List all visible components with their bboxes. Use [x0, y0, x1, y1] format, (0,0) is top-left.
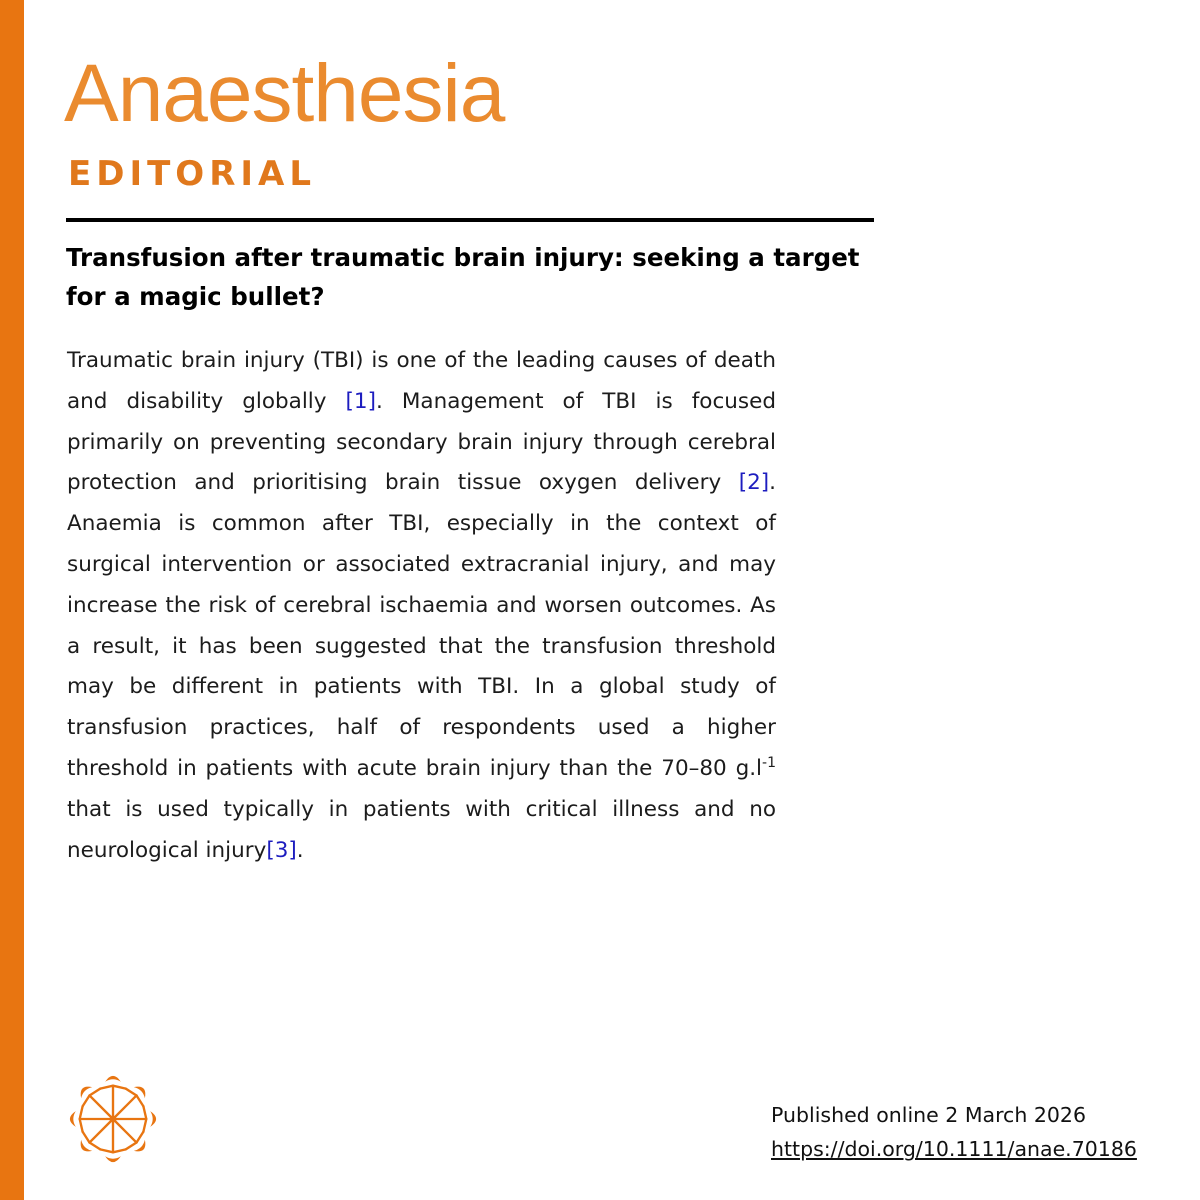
reference-link-3[interactable]: [3]: [266, 837, 297, 863]
title-divider: [66, 218, 874, 222]
abstract-text-2: . Management of TBI is focused primarily on preventing secondary brain injury through cerebral protection and prioritising brain tissue oxygen delivery: [67, 388, 776, 496]
sunburst-logo-icon: [64, 1070, 162, 1168]
journal-title: Anaesthesia: [64, 48, 505, 139]
unit-superscript: -1: [762, 754, 776, 771]
article-title: Transfusion after traumatic brain injury: seeking a target for a magic bullet?: [66, 243, 860, 311]
abstract-text-1: Traumatic brain injury (TBI) is one of the leading causes of death and disability globally: [67, 348, 776, 414]
abstract-text-5: .: [296, 837, 304, 863]
abstract-text-3: . Anaemia is common after TBI, especially in the context of surgical intervention or associated extracranial injury, and may increase the risk of cerebral ischaemia and worsen outcomes. As a result, it has been suggested that the transfusion threshold may be different in patients with TBI. In a global study of transfusion practices, half of respondents used a higher threshold in patients with acute brain injury than the 70–80 g.l: [67, 470, 776, 781]
accent-side-bar: [0, 0, 24, 1200]
reference-link-2[interactable]: [2]: [738, 470, 770, 496]
section-label: EDITORIAL: [68, 154, 317, 194]
reference-link-1[interactable]: [1]: [345, 388, 376, 414]
article-abstract: [67, 341, 776, 871]
publication-date: Published online 2 March 2026: [771, 1103, 1086, 1127]
doi-link[interactable]: https://doi.org/10.1111/anae.70186: [771, 1137, 1137, 1161]
abstract-text-4: that is used typically in patients with critical illness and no neurological injury: [67, 796, 776, 863]
